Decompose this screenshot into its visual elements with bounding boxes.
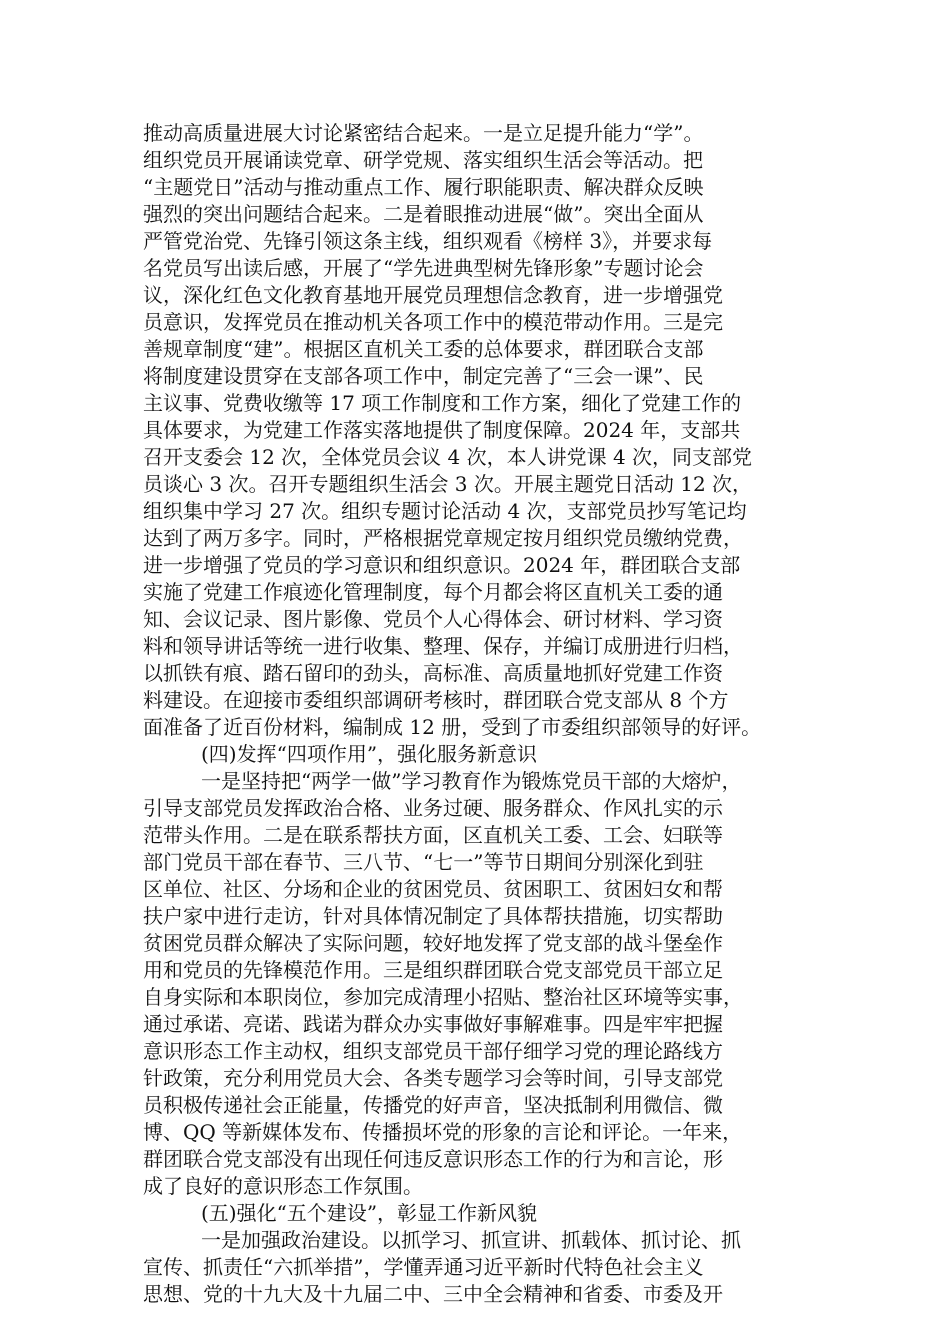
- text-line: 达到了两万多字。同时，严格根据党章规定按月组织党员缴纳党费，: [143, 526, 743, 550]
- text-line: 一是坚持把“两学一做”学习教育作为锻炼党员干部的大熔炉，: [201, 769, 742, 793]
- text-line: “主题党日”活动与推动重点工作、履行职能职责、解决群众反映: [143, 175, 704, 199]
- text-line: 针政策，充分利用党员大会、各类专题学习会等时间，引导支部党: [143, 1066, 723, 1090]
- document-body: [143, 120, 823, 1308]
- text-line: 召开支委会 12 次，全体党员会议 4 次，本人讲党课 4 次，同支部党: [143, 445, 753, 469]
- text-line: 以抓铁有痕、踏石留印的劲头，高标准、高质量地抓好党建工作资: [143, 661, 723, 685]
- text-line: 实施了党建工作痕迹化管理制度，每个月都会将区直机关工委的通: [143, 580, 723, 604]
- text-line: 区单位、社区、分场和企业的贫困党员、贫困职工、贫困妇女和帮: [143, 877, 723, 901]
- text-line: 组织党员开展诵读党章、研学党规、落实组织生活会等活动。把: [143, 148, 703, 172]
- text-line: 料建设。在迎接市委组织部调研考核时，群团联合党支部从 8 个方: [143, 688, 729, 712]
- text-line: 成了良好的意识形态工作氛围。: [143, 1174, 423, 1198]
- text-line: 料和领导讲话等统一进行收集、整理、保存，并编订成册进行归档，: [143, 634, 743, 658]
- text-line: 员谈心 3 次。召开专题组织生活会 3 次。开展主题党日活动 12 次，: [143, 472, 753, 496]
- text-line: (五)强化“五个建设”，彰显工作新风貌: [201, 1201, 538, 1225]
- text-line: 主议事、党费收缴等 17 项工作制度和工作方案，细化了党建工作的: [143, 391, 742, 415]
- text-line: 宣传、抓责任“六抓举措”，学懂弄通习近平新时代特色社会主义: [143, 1255, 704, 1279]
- text-line: 意识形态工作主动权，组织支部党员干部仔细学习党的理论路线方: [143, 1039, 723, 1063]
- text-line: 强烈的突出问题结合起来。二是着眼推动进展“做”。突出全面从: [143, 202, 704, 226]
- text-line: 议，深化红色文化教育基地开展党员理想信念教育，进一步增强党: [143, 283, 723, 307]
- text-line: 具体要求，为党建工作落实落地提供了制度保障。2024 年，支部共: [143, 418, 741, 442]
- text-line: 贫困党员群众解决了实际问题，较好地发挥了党支部的战斗堡垒作: [143, 931, 723, 955]
- text-line: 一是加强政治建设。以抓学习、抓宣讲、抓载体、抓讨论、抓: [201, 1228, 741, 1252]
- text-line: 思想、党的十九大及十九届二中、三中全会精神和省委、市委及开: [143, 1282, 723, 1306]
- text-line: 知、会议记录、图片影像、党员个人心得体会、研讨材料、学习资: [143, 607, 723, 631]
- text-line: 进一步增强了党员的学习意识和组织意识。2024 年，群团联合支部: [143, 553, 741, 577]
- text-line: 善规章制度“建”。根据区直机关工委的总体要求，群团联合支部: [143, 337, 704, 361]
- text-line: 用和党员的先锋模范作用。三是组织群团联合党支部党员干部立足: [143, 958, 723, 982]
- text-line: 范带头作用。二是在联系帮扶方面，区直机关工委、工会、妇联等: [143, 823, 723, 847]
- text-line: 群团联合党支部没有出现任何违反意识形态工作的行为和言论，形: [143, 1147, 723, 1171]
- text-line: 严管党治党、先锋引领这条主线，组织观看《榜样 3》，并要求每: [143, 229, 713, 253]
- text-line: 扶户家中进行走访，针对具体情况制定了具体帮扶措施，切实帮助: [143, 904, 723, 928]
- text-line: 组织集中学习 27 次。组织专题讨论活动 4 次，支部党员抄写笔记均: [143, 499, 747, 523]
- text-line: (四)发挥“四项作用”，强化服务新意识: [201, 742, 538, 766]
- text-line: 通过承诺、亮诺、践诺为群众办实事做好事解难事。四是牢牢把握: [143, 1012, 723, 1036]
- text-line: 推动高质量进展大讨论紧密结合起来。一是立足提升能力“学”。: [143, 121, 704, 145]
- text-line: 名党员写出读后感，开展了“学先进典型树先锋形象”专题讨论会: [143, 256, 704, 280]
- text-line: 员意识，发挥党员在推动机关各项工作中的模范带动作用。三是完: [143, 310, 723, 334]
- text-line: 面准备了近百份材料，编制成 12 册，受到了市委组织部领导的好评。: [143, 715, 762, 739]
- text-line: 部门党员干部在春节、三八节、“七一”等节日期间分别深化到驻: [143, 850, 704, 874]
- text-line: 员积极传递社会正能量，传播党的好声音，坚决抵制利用微信、微: [143, 1093, 723, 1117]
- text-line: 博、QQ 等新媒体发布、传播损坏党的形象的言论和评论。一年来，: [143, 1120, 743, 1144]
- text-line: 将制度建设贯穿在支部各项工作中，制定完善了“三会一课”、民: [143, 364, 704, 388]
- text-line: 引导支部党员发挥政治合格、业务过硬、服务群众、作风扎实的示: [143, 796, 723, 820]
- text-line: 自身实际和本职岗位，参加完成清理小招贴、整治社区环境等实事，: [143, 985, 743, 1009]
